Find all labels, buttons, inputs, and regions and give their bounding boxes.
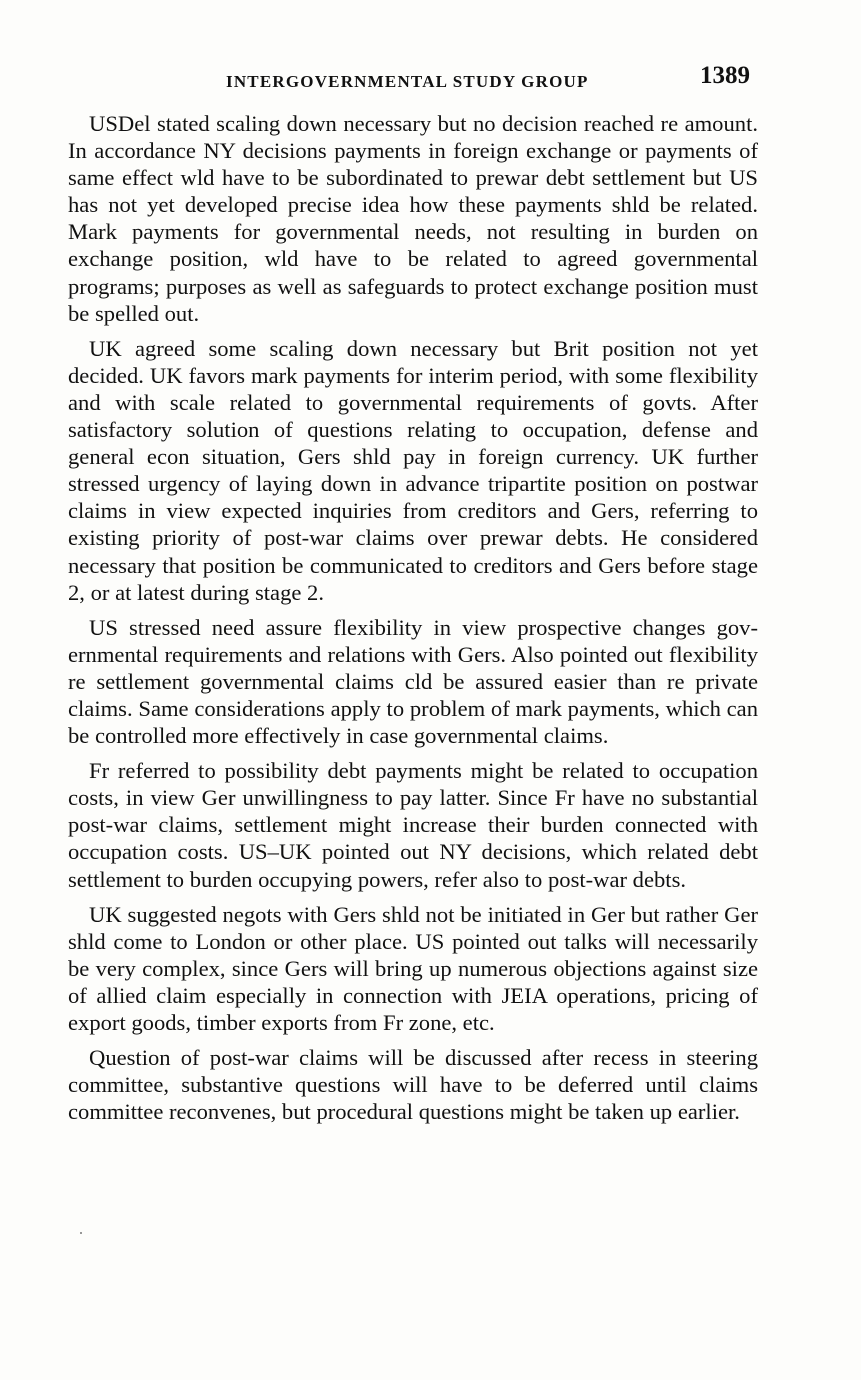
stray-mark	[80, 1232, 82, 1234]
paragraph-uk-negotiations: UK suggested negots with Gers shld not be initiated in Ger but rather Ger shld come to London or other place. US pointed out talks will necessarily be very complex, since Gers will bring up numerous objections against size of allied claim especially in connection with JEIA operations, pricing of export goods, timber exports from Fr zone, etc.	[68, 901, 758, 1035]
paragraph-us-flexibility: US stressed need assure flexibility in view prospective changes governmental requirements and relations with Gers. Also pointed out flexibility re settlement governmental claims cld be assured easier than re private claims. Same considerations apply to problem of mark payments, which can be controlled more effectively in case governmental claims.	[68, 614, 758, 749]
paragraph-uk-position: UK agreed some scaling down necessary but Brit position not yet decided. UK favors mark payments for interim period, with some flexibility and with scale related to governmental requirements of govts. After satisfactory solution of questions relating to occupation, defense and general econ situation, Gers shld pay in foreign currency. UK further stressed urgency of laying down in advance tripartite position on postwar claims in view expected inquiries from creditors and Gers, referring to existing priority of post-war claims over prewar debts. He considered necessary that position be communicated to creditors and Gers before stage 2, or at latest during stage 2.	[68, 335, 758, 605]
body-text	[68, 110, 758, 1133]
page-number: 1389	[700, 62, 750, 89]
paragraph-post-war-claims: Question of post-war claims will be discussed after recess in steering committee, substantive questions will have to be deferred until claims committee reconvenes, but procedural questions might be taken up earlier.	[68, 1045, 758, 1125]
paragraph-fr-occupation-costs: Fr referred to possibility debt payments might be related to occupation costs, in view Ger unwillingness to pay latter. Since Fr have no substantial post-war claims, settlement might increase their burden connected with occupation costs. US–UK pointed out NY decisions, which related debt settlement to burden occupying powers, refer also to post-war debts.	[68, 758, 758, 892]
running-title: INTERGOVERNMENTAL STUDY GROUP	[226, 72, 589, 91]
running-head	[68, 62, 758, 98]
paragraph-usdel-scaling: USDel stated scaling down necessary but no decision reached re amount. In accordance NY decisions payments in foreign exchange or payments of same effect wld have to be subordinated to prewar debt settlement but US has not yet developed precise idea how these payments shld be related. Mark payments for governmental needs, not resulting in burden on exchange position, wld have to be related to agreed governmental programs; purposes as well as safeguards to protect exchange position must be spelled out.	[68, 111, 758, 326]
